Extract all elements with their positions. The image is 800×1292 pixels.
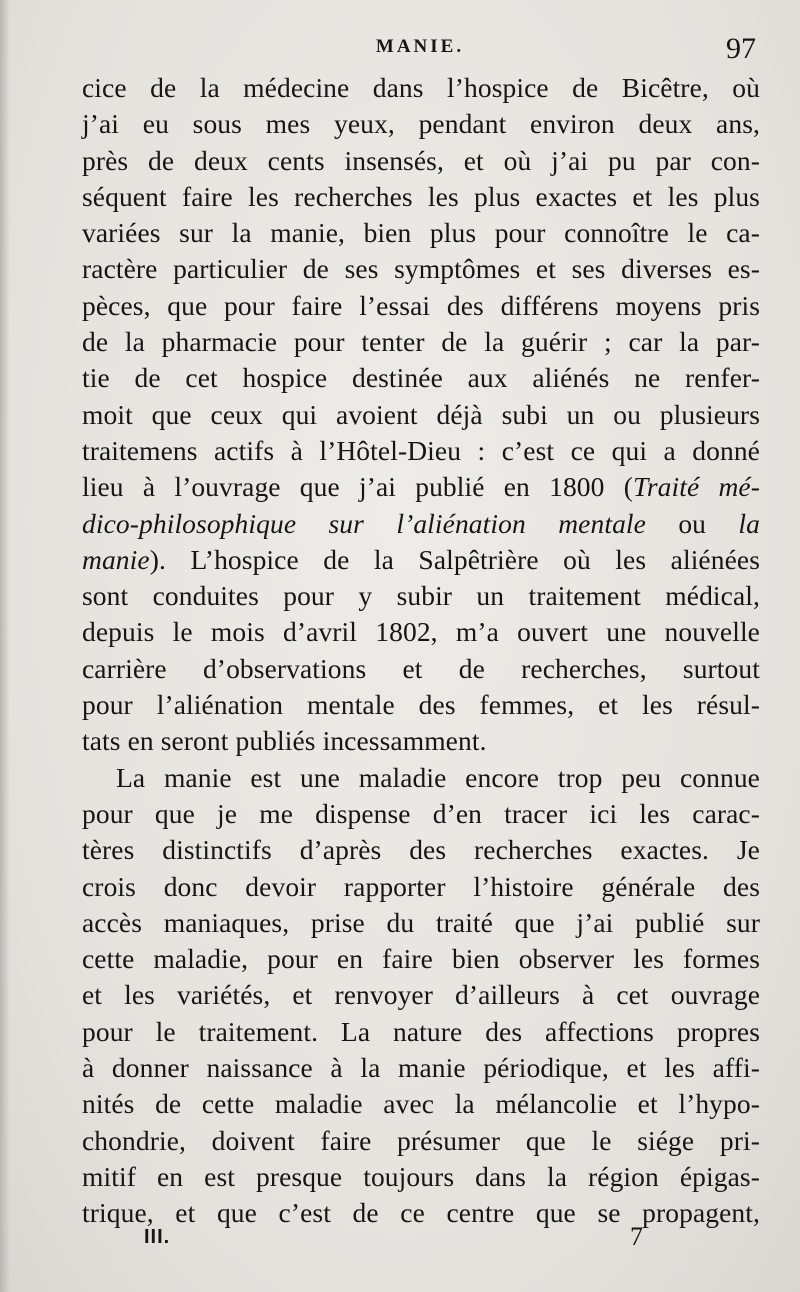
text-line	[82, 1086, 760, 1122]
text-line	[82, 760, 760, 796]
text-line	[82, 288, 760, 324]
line-text: depuis le mois d’avril 1802, m’a ouvert une nouvelle	[82, 616, 760, 648]
line-text: sont conduites pour y subir un traitement médical,	[82, 580, 760, 612]
text-line	[82, 324, 760, 360]
line-italic-text: la	[738, 507, 760, 539]
page-footer	[82, 1222, 758, 1260]
text-line	[82, 506, 760, 542]
line-text: moit que ceux qui avoient déjà subi un ou plusieurs	[82, 398, 760, 430]
text-line	[82, 941, 760, 977]
text-line	[82, 433, 760, 469]
line-text: cette maladie, pour en faire bien observer les formes	[82, 943, 760, 975]
line-text: variées sur la manie, bien plus pour connoître le ca-	[82, 217, 760, 249]
text-line	[82, 651, 760, 687]
text-line	[82, 251, 760, 287]
line-text: La manie est une maladie encore trop peu connue	[116, 761, 760, 793]
page-number: 97	[726, 32, 756, 65]
text-line	[82, 1050, 760, 1086]
text-line	[82, 360, 760, 396]
text-line	[82, 614, 760, 650]
line-text: à donner naissance à la manie périodique, et les affi-	[82, 1052, 760, 1084]
line-italic-text: Traité mé-	[632, 471, 760, 503]
text-line	[82, 397, 760, 433]
line-text: tats en seront publiés incessamment.	[82, 725, 487, 757]
signature-mark: III.	[144, 1226, 171, 1248]
text-line	[82, 1014, 760, 1050]
line-text: chondrie, doivent faire présumer que le siége pri-	[82, 1124, 760, 1156]
signature-number: 7	[630, 1222, 643, 1251]
text-line	[82, 1159, 760, 1195]
page-header	[82, 30, 758, 66]
line-text: pour que je me dispense d’en tracer ici les carac-	[82, 797, 760, 829]
text-line	[82, 869, 760, 905]
text-line	[82, 796, 760, 832]
body-text	[82, 70, 760, 1232]
text-line	[82, 977, 760, 1013]
line-text: tie de cet hospice destinée aux aliénés ne renfer-	[82, 362, 760, 394]
line-text: pèces, que pour faire l’essai des différens moyens pris	[82, 289, 760, 321]
line-text: pour le traitement. La nature des affections propres	[82, 1015, 760, 1047]
line-italic-text: manie	[82, 543, 150, 575]
line-text: de la pharmacie pour tenter de la guérir ; car la par-	[82, 326, 760, 358]
line-text: crois donc devoir rapporter l’histoire générale des	[82, 870, 760, 902]
running-head: MANIE.	[375, 36, 465, 57]
text-line	[82, 215, 760, 251]
line-italic-text: dico-philosophique sur l’aliénation mentale	[82, 507, 646, 539]
line-text: séquent faire les recherches les plus exactes et les plus	[82, 180, 760, 212]
line-text: nités de cette maladie avec la mélancolie et l’hypo-	[82, 1088, 760, 1120]
line-text: traitemens actifs à l’Hôtel-Dieu : c’est ce qui a donné	[82, 434, 760, 466]
line-text: cice de la médecine dans l’hospice de Bicêtre, où	[82, 72, 760, 103]
text-line	[82, 832, 760, 868]
line-text: j’ai eu sous mes yeux, pendant environ deux ans,	[82, 108, 760, 140]
line-text: ). L’hospice de la Salpêtrière où les aliénées	[149, 543, 760, 575]
line-text: lieu à l’ouvrage que j’ai publié en 1800 (	[82, 471, 633, 503]
line-text: accès maniaques, prise du traité que j’ai publié sur	[82, 906, 760, 938]
text-line	[82, 469, 760, 505]
text-line	[82, 1123, 760, 1159]
line-text: pour l’aliénation mentale des femmes, et les résul-	[82, 689, 760, 721]
line-text: près de deux cents insensés, et où j’ai pu par con-	[82, 144, 760, 176]
text-line	[82, 70, 760, 106]
line-text: ou	[645, 507, 739, 539]
line-text: mitif en est presque toujours dans la région épigas-	[82, 1160, 760, 1192]
line-text: tères distinctifs d’après des recherches exactes. Je	[82, 834, 760, 866]
text-line	[82, 179, 760, 215]
text-line	[82, 578, 760, 614]
line-text: et les variétés, et renvoyer d’ailleurs à cet ouvrage	[82, 979, 760, 1011]
text-line	[82, 687, 760, 723]
text-line	[82, 723, 760, 759]
text-line	[82, 106, 760, 142]
line-text: carrière d’observations et de recherches, surtout	[82, 652, 760, 684]
line-text: trique, et que c’est de ce centre que se propagent,	[82, 1197, 760, 1229]
text-line	[82, 143, 760, 179]
line-text: ractère particulier de ses symptômes et ses diverses es-	[82, 253, 760, 285]
text-line	[82, 905, 760, 941]
text-line	[82, 542, 760, 578]
